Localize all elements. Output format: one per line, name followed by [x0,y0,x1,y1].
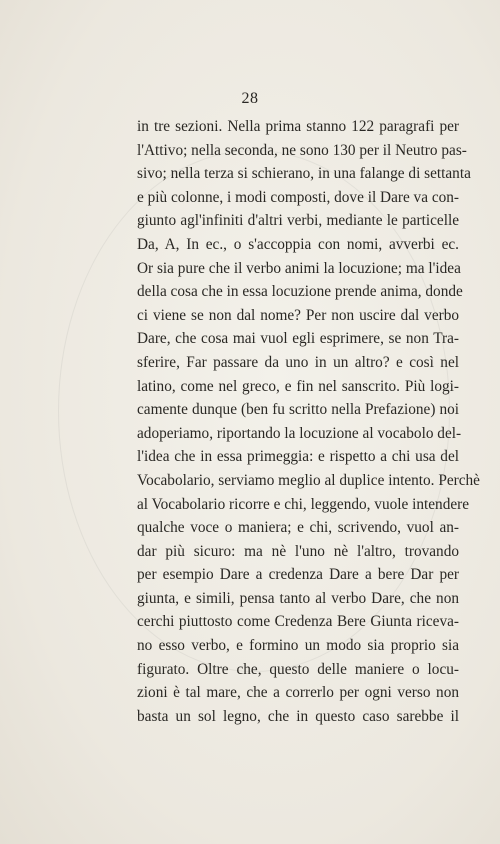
text-line: figurato. Oltre che, questo delle maniere o locu- [137,660,459,678]
text-line: l'idea che in essa primeggia: e rispetto a chi usa del [137,448,459,466]
text-line: sivo; nella terza si schierano, in una falange di settanta [137,165,471,183]
text-line: sferire, Far passare da uno in un altro? e così nel [137,353,459,371]
text-line: Or sia pure che il verbo animi la locuzione; ma l'idea [137,259,461,277]
text-line: basta un sol legno, che in questo caso sarebbe il [137,707,459,725]
text-line: qualche voce o maniera; e chi, scrivendo, vuol an- [137,519,459,537]
text-line: l'Attivo; nella seconda, ne sono 130 per il Neutro pas- [137,141,467,159]
text-line: giunta, e simili, pensa tanto al verbo Dare, che non [137,589,459,607]
text-line: no esso verbo, e formino un modo sia proprio sia [137,637,459,655]
text-line: giunto agl'infiniti d'altri verbi, mediante le particelle [137,212,459,230]
text-line: Vocabolario, serviamo meglio al duplice intento. Perchè [137,471,480,489]
text-line: adoperiamo, riportando la locuzione al vocabolo del- [137,424,462,442]
text-line: dar più sicuro: ma nè l'uno nè l'altro, trovando [137,542,459,560]
text-line: e più colonne, i modi composti, dove il Dare va con- [137,188,460,206]
body-text [137,115,480,728]
text-line: latino, come nel greco, e fin nel sanscrito. Più logi- [137,377,459,395]
text-line: Da, A, In ec., o s'accoppia con nomi, avverbi ec. [137,235,459,253]
text-line: per esempio Dare a credenza Dare a bere Dar per [137,566,459,584]
text-line: ci viene se non dal nome? Per non uscire dal verbo [137,306,459,324]
text-line: al Vocabolario ricorre e chi, leggendo, vuole intendere [137,495,470,513]
text-line: in tre sezioni. Nella prima stanno 122 paragrafi per [137,118,459,135]
text-line: zioni è tal mare, che a correrlo per ogni verso non [137,684,459,702]
text-line: della cosa che in essa locuzione prende anima, donde [137,283,463,301]
text-line: Dare, che cosa mai vuol egli esprimere, se non Tra- [137,330,459,348]
text-line: cerchi piuttosto come Credenza Bere Giunta riceva- [137,613,459,631]
page-number: 28 [241,90,259,107]
text-line: camente dunque (ben fu scritto nella Prefazione) noi [137,401,459,419]
